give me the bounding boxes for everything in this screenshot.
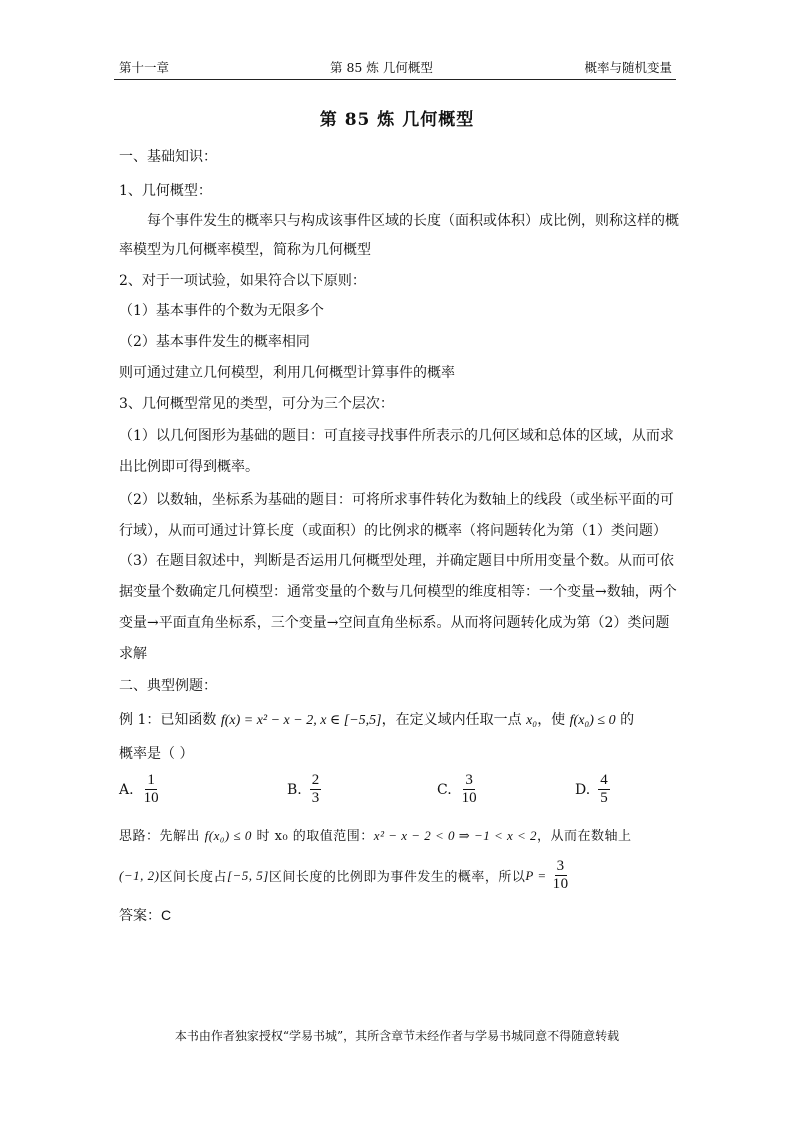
option-d-denominator: 5 [600, 790, 608, 806]
thinking-suffix2: 区间长度的比例即为事件发生的概率，所以 [268, 870, 526, 885]
thinking-condition: f(x₀) ≤ 0 [204, 828, 252, 843]
thinking-fraction-numerator: 3 [556, 858, 565, 874]
option-d-fraction [598, 772, 610, 807]
item1-heading: 1、几何概型： [119, 183, 212, 199]
option-b-label: B. [287, 781, 302, 798]
option-a [119, 772, 161, 807]
item3-point1-line1: （1）以几何图形为基础的题目：可直接寻找事件所表示的几何区域和总体的区域，从而求 [119, 428, 674, 444]
option-b [287, 772, 321, 807]
thinking-prefix: 思路：先解出 [119, 829, 205, 844]
thinking-inequality: x² − x − 2 < 0 ⇒ −1 < x < 2 [373, 828, 538, 843]
item2-heading: 2、对于一项试验，如果符合以下原则： [119, 273, 366, 289]
option-a-label: A. [119, 781, 134, 798]
option-c [437, 772, 479, 807]
item1-text-line1: 每个事件发生的概率只与构成该事件区域的长度（面积或体积）成比例，则称这样的概 [147, 213, 679, 229]
section-heading-basics: 一、基础知识： [119, 149, 217, 165]
section-heading-examples: 二、典型例题： [119, 678, 217, 694]
example1-prefix: 例 1：已知函数 [119, 712, 221, 728]
option-d-label: D. [575, 781, 591, 798]
thinking-interval1: (−1, 2) [119, 867, 160, 883]
example1-question-line2: 概率是（ ） [119, 746, 194, 762]
thinking-mid: 时 x₀ 的取值范围： [251, 829, 374, 844]
option-b-numerator: 2 [311, 772, 320, 788]
option-c-denominator: 10 [461, 790, 477, 806]
example1-suffix: 的 [615, 712, 635, 728]
header-divider [114, 79, 676, 80]
example1-mid2: ，使 [537, 712, 570, 728]
thinking-interval2: [−5, 5] [226, 867, 269, 883]
option-a-denominator: 10 [143, 790, 159, 806]
example1-condition: f(x₀) ≤ 0 [569, 713, 616, 728]
item3-point2-line2: 行域），从而可通过计算长度（或面积）的比例求的概率（将问题转化为第（1）类问题） [119, 523, 667, 539]
header-chapter: 第十一章 [119, 60, 170, 75]
thinking-line1 [119, 825, 632, 844]
example1-point: x₀ [526, 713, 538, 728]
item3-point3-line1: （3）在题目叙述中，判断是否运用几何概型处理，并确定题目中所用变量个数。从而可依 [119, 553, 674, 569]
thinking-fraction [551, 858, 571, 893]
item2-conclusion: 则可通过建立几何模型，利用几何概型计算事件的概率 [119, 365, 455, 381]
option-d-numerator: 4 [600, 772, 608, 788]
option-b-fraction [310, 772, 322, 807]
example1-question-line1 [119, 709, 634, 729]
item3-point3-line2: 据变量个数确定几何模型：通常变量的个数与几何模型的维度相等：一个变量→数轴，两个 [119, 584, 677, 600]
item3-point3-line3: 变量→平面直角坐标系，三个变量→空间直角坐标系。从而将问题转化成为第（2）类问题 [119, 615, 670, 631]
answer: 答案：C [119, 907, 172, 923]
option-a-fraction [142, 772, 161, 807]
thinking-suffix: ，从而在数轴上 [537, 829, 632, 844]
option-c-numerator: 3 [465, 772, 473, 788]
page-title: 第 85 炼 几何概型 [319, 110, 475, 130]
item1-text-line2: 率模型为几何概率模型，简称为几何概型 [119, 242, 371, 258]
header-lesson: 第 85 炼 几何概型 [330, 60, 433, 75]
header-topic: 概率与随机变量 [584, 60, 672, 75]
option-b-denominator: 3 [311, 790, 320, 806]
thinking-mid2: 区间长度占 [159, 870, 227, 885]
copyright-footer: 本书由作者独家授权“学易书城”，其所含章节未经作者与学易书城同意不得随意转载 [174, 1029, 620, 1043]
item3-point2-line1: （2）以数轴，坐标系为基础的题目：可将所求事件转化为数轴上的线段（或坐标平面的可 [119, 492, 674, 508]
item3-heading: 3、几何概型常见的类型，可分为三个层次： [119, 396, 394, 412]
thinking-p-label: P = [525, 867, 547, 883]
option-d [575, 772, 610, 807]
thinking-line2 [119, 858, 571, 893]
example1-mid: ，在定义域内任取一点 [381, 712, 527, 728]
example1-function: f(x) = x² − x − 2, x ∈ [−5,5] [220, 713, 382, 728]
option-c-label: C. [437, 781, 452, 798]
item2-point2: （2）基本事件发生的概率相同 [119, 334, 310, 350]
item3-point1-line2: 出比例即可得到概率。 [119, 459, 259, 475]
option-a-numerator: 1 [147, 772, 155, 788]
thinking-fraction-denominator: 10 [552, 876, 569, 892]
option-c-fraction [460, 772, 479, 807]
item3-point3-line4: 求解 [119, 646, 147, 662]
item2-point1: （1）基本事件的个数为无限多个 [119, 303, 324, 319]
